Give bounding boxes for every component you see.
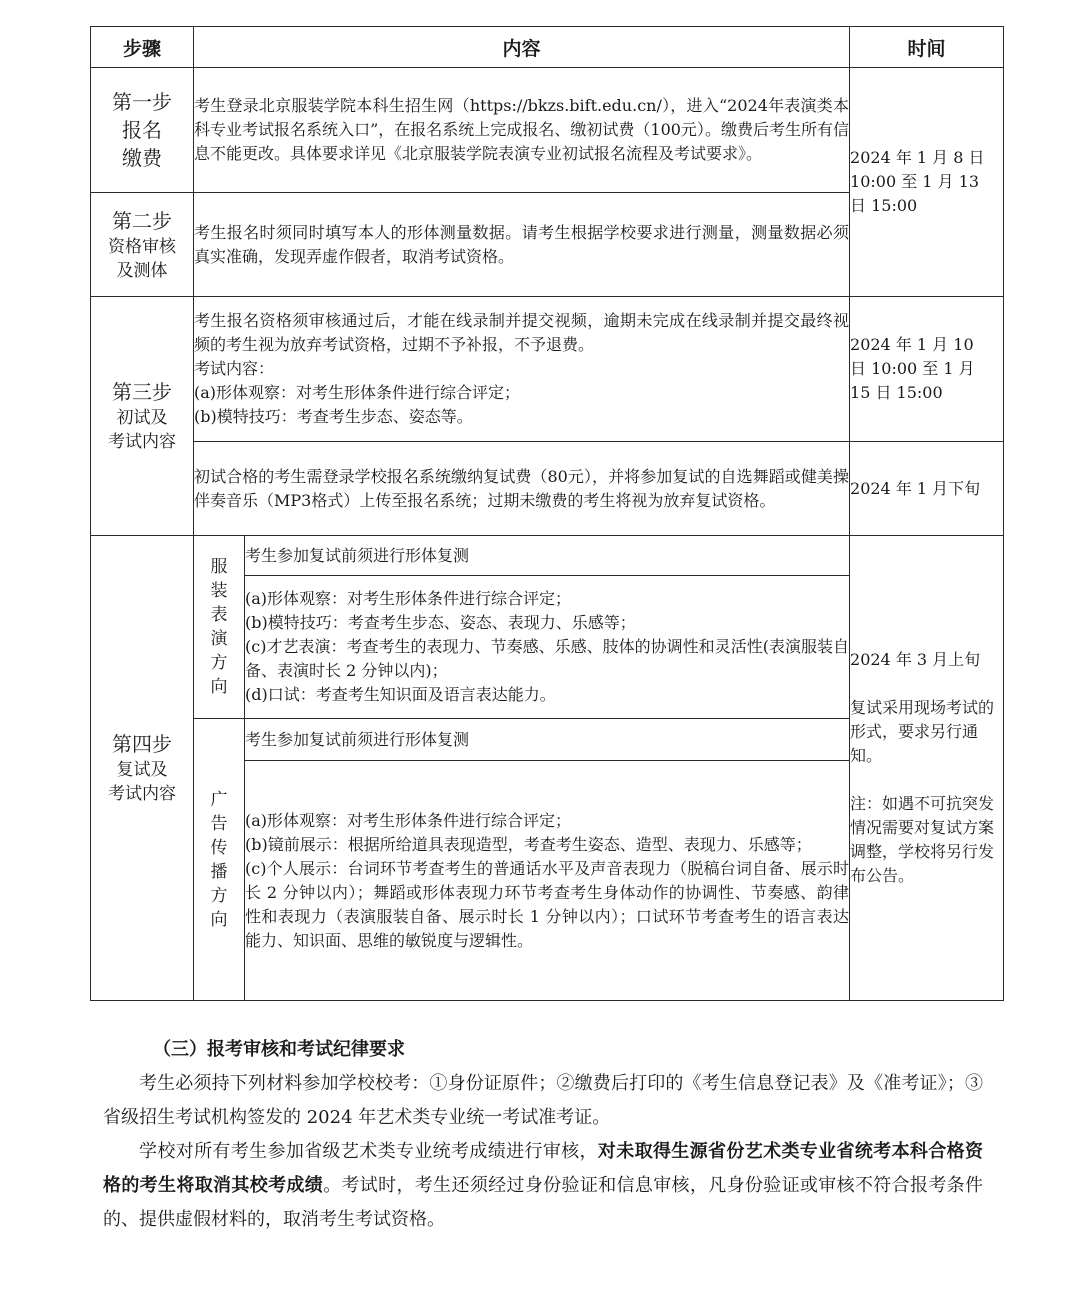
table-row (91, 536, 1004, 576)
table-row (91, 442, 1004, 536)
step4-direction-advertising: 广 告 传 播 方 向 (194, 719, 245, 1001)
step2-content: 考生报名时须同时填写本人的形体测量数据。请考生根据学校要求进行测量，测量数据必须真实准确，发现弄虚作假者，取消考试资格。 (194, 193, 850, 297)
bold-requirement: 对未取得生源省份艺术类专业省统考本科合格资格的考生将取消其校考成绩 (103, 1141, 983, 1196)
section-heading: （三）报考审核和考试纪律要求 (153, 1039, 405, 1060)
step4-dir2-content: (a)形体观察：对考生形体条件进行综合评定； (b)镜前展示：根据所给道具表现造型，考查考生姿态、造型、表现力、乐感等； (c)个人展示：台词环节考查考生的普通话水平及声音表现力（脱稿台词自备、展示时长 2 分钟以内）；舞蹈或形体表现力环节考查考生身体动作的协调性、节奏感、韵律性和表现力（表演服装自备、展示时长 1 分钟以内）；口试环节考查考生的语言表达能力、知识面、思维的敏锐度与逻辑性。 (245, 761, 850, 1001)
schedule-table (90, 26, 1004, 1001)
paragraph-review: 学校对所有考生参加省级艺术类专业统考成绩进行审核，对未取得生源省份艺术类专业省统考本科合格资格的考生将取消其校考成绩。考试时，考生还须经过身份验证和信息审核，凡身份验证或审核不符合报考条件的、提供虚假材料的，取消考生考试资格。 (103, 1141, 984, 1230)
table-row (91, 68, 1004, 193)
step1-label: 第一步 报名 缴费 (91, 68, 194, 193)
step12-time: 2024 年 1 月 8 日 10:00 至 1 月 13 日 15:00 (850, 68, 1004, 297)
step4-label: 第四步 复试及 考试内容 (91, 536, 194, 1001)
header-time: 时间 (850, 27, 1004, 68)
step4-dir1-header: 考生参加复试前须进行形体复测 (245, 536, 850, 576)
step4-time: 2024 年 3 月上旬 复试采用现场考试的形式，要求另行通知。 注：如遇不可抗突发情况需要对复试方案调整，学校将另行发布公告。 (850, 536, 1004, 1001)
paragraph-materials: 考生必须持下列材料参加学校校考：①身份证原件；②缴费后打印的《考生信息登记表》及《准考证》；③省级招生考试机构签发的 2024 年艺术类专业统一考试准考证。 (103, 1073, 983, 1128)
table-row (91, 297, 1004, 442)
step1-content: 考生登录北京服装学院本科生招生网（https://bkzs.bift.edu.cn/），进入“2024年表演类本科专业考试报名系统入口”，在报名系统上完成报名、缴初试费（100元）。缴费后考生所有信息不能更改。具体要求详见《北京服装学院表演专业初试报名流程及考试要求》。 (194, 68, 850, 193)
step4-dir1-content: (a)形体观察：对考生形体条件进行综合评定； (b)模特技巧：考查考生步态、姿态、表现力、乐感等； (c)才艺表演：考查考生的表现力、节奏感、乐感、肢体的协调性和灵活性(表演服装自备、表演时长 2 分钟以内)； (d)口试：考查考生知识面及语言表达能力。 (245, 576, 850, 719)
step3-label: 第三步 初试及 考试内容 (91, 297, 194, 536)
header-content: 内容 (194, 27, 850, 68)
step4-direction-fashion: 服 装 表 演 方 向 (194, 536, 245, 719)
header-step: 步骤 (91, 27, 194, 68)
step3-content-a: 考生报名资格须审核通过后，才能在线录制并提交视频，逾期未完成在线录制并提交最终视频的考生视为放弃考试资格，过期不予补报，不予退费。 考试内容： (a)形体观察：对考生形体条件进行综合评定； (b)模特技巧：考查考生步态、姿态等。 (194, 297, 850, 442)
step3-time-b: 2024 年 1 月下旬 (850, 442, 1004, 536)
step4-dir2-header: 考生参加复试前须进行形体复测 (245, 719, 850, 761)
step3-time-a: 2024 年 1 月 10 日 10:00 至 1 月 15 日 15:00 (850, 297, 1004, 442)
step3-content-b: 初试合格的考生需登录学校报名系统缴纳复试费（80元），并将参加复试的自选舞蹈或健美操伴奏音乐（MP3格式）上传至报名系统；过期未缴费的考生将视为放弃复试资格。 (194, 442, 850, 536)
exam-discipline-section (103, 1033, 983, 1237)
step2-label: 第二步 资格审核 及测体 (91, 193, 194, 297)
table-header-row (91, 27, 1004, 68)
